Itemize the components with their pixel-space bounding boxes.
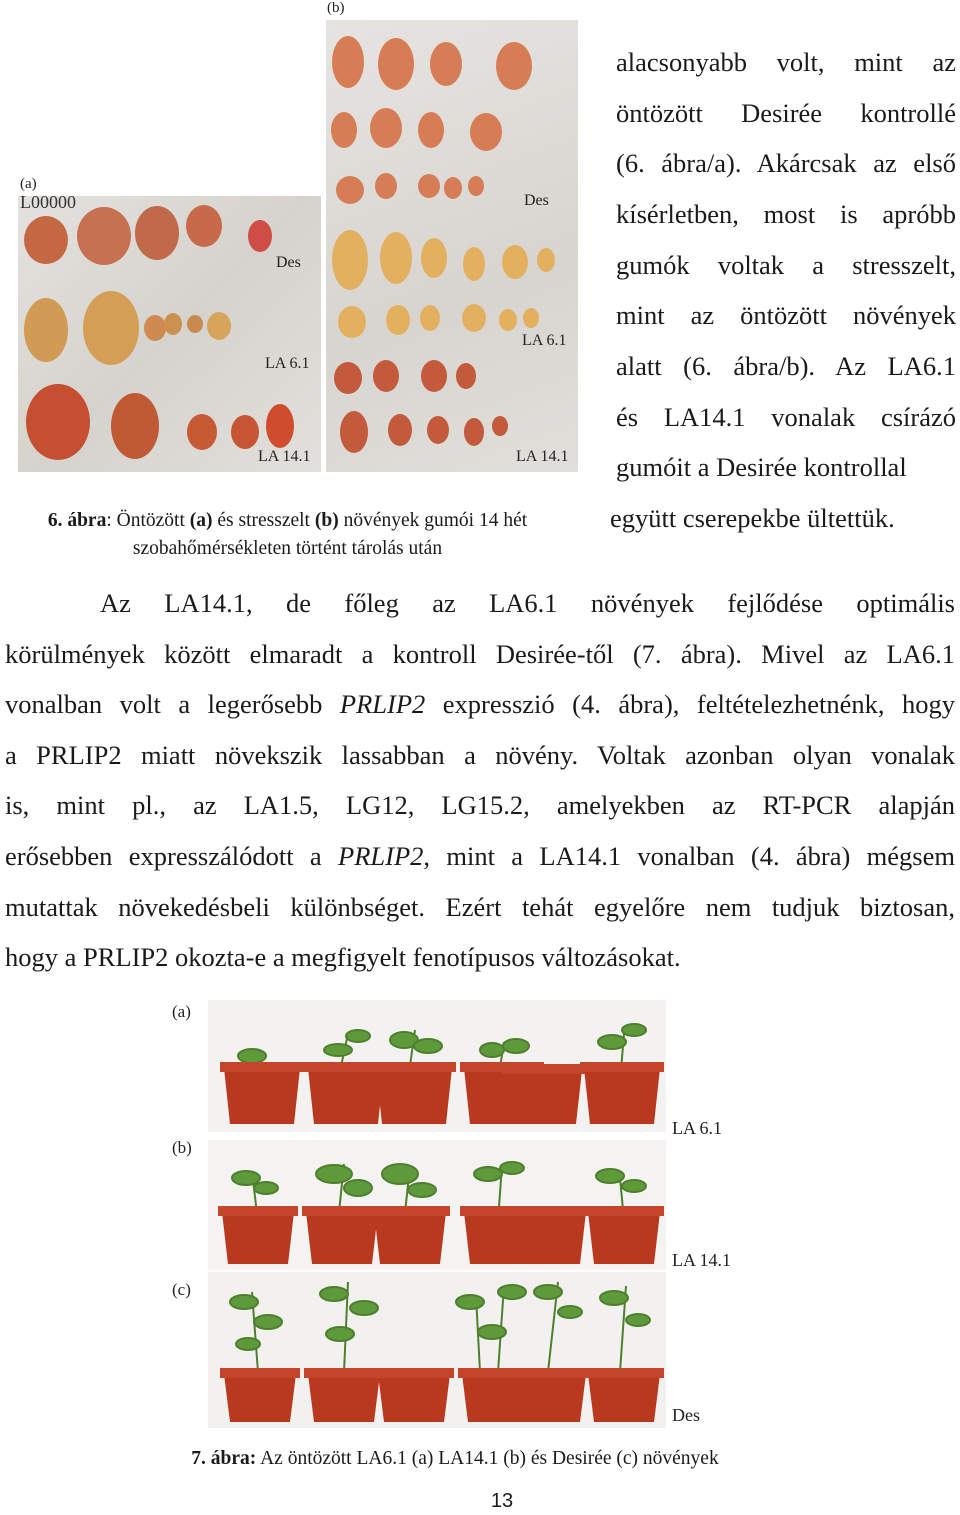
right-line: mint az öntözött növények bbox=[616, 300, 956, 330]
fig7-caption-number: 7. ábra: bbox=[191, 1448, 257, 1469]
fig7-row-label-la61: LA 6.1 bbox=[672, 1118, 723, 1138]
fig6-tag: L00000 bbox=[20, 196, 76, 212]
fig6-panel-a-label: (a) bbox=[20, 176, 37, 192]
paragraph-line: mutattak növekedésbeli különbséget. Ezért tehát egyelőre nem tudjuk biztosan, bbox=[5, 892, 955, 922]
fig7-panel-c-label: (c) bbox=[172, 1280, 191, 1299]
fig6-b-label-des: Des bbox=[524, 192, 549, 209]
fig6-a-label-la141: LA 14.1 bbox=[258, 448, 311, 465]
fig7-photo-c bbox=[208, 1272, 666, 1428]
paragraph-text: expresszió (4. ábra), feltételezhetnénk, hogy bbox=[425, 689, 955, 719]
fig6-b-label-la61: LA 6.1 bbox=[522, 332, 567, 349]
fig7-caption-text: Az öntözött LA6.1 (a) LA14.1 (b) és Desirée (c) növények bbox=[256, 1448, 719, 1469]
right-line: öntözött Desirée kontrollé bbox=[616, 98, 956, 128]
paragraph-gene-name: PRLIP2 bbox=[338, 841, 424, 871]
page-number: 13 bbox=[490, 1490, 514, 1512]
fig6-caption-t2: és stresszelt bbox=[212, 510, 315, 531]
potato-tubers-illustration-b bbox=[326, 20, 578, 472]
plant-pots-illustration-c bbox=[208, 1272, 666, 1428]
fig7-caption bbox=[0, 1446, 910, 1471]
fig6-caption-b: (b) bbox=[314, 510, 339, 531]
fig7-photo-b bbox=[208, 1140, 666, 1270]
fig6-caption-t3: növények gumói 14 hét bbox=[338, 510, 528, 531]
paragraph-line bbox=[5, 689, 955, 719]
fig6-panel-b-label: (b) bbox=[327, 0, 345, 16]
fig7-row-label-des: Des bbox=[672, 1405, 700, 1425]
fig6-caption-number: 6. ábra bbox=[47, 510, 107, 531]
paragraph-text: vonalban volt a legerősebb bbox=[5, 689, 340, 719]
fig7-photo-a bbox=[208, 1000, 666, 1132]
fig6-caption-a: (a) bbox=[189, 510, 213, 531]
right-line: gumóit a Desirée kontrollal bbox=[616, 452, 907, 482]
right-line: és LA14.1 vonalak csírázó bbox=[616, 402, 956, 432]
fig6-b-label-la141: LA 14.1 bbox=[516, 448, 569, 465]
right-line: együtt cserepekbe ültettük. bbox=[610, 503, 895, 533]
right-line: alacsonyabb volt, mint az bbox=[616, 47, 956, 77]
fig6-photo-a bbox=[18, 196, 321, 472]
paragraph-line: Az LA14.1, de főleg az LA6.1 növények fejlődése optimális bbox=[100, 588, 955, 618]
paragraph-gene-name: PRLIP2 bbox=[339, 689, 426, 719]
fig7-panel-a-label: (a) bbox=[172, 1002, 191, 1021]
fig6-a-label-des: Des bbox=[276, 254, 301, 271]
fig6-caption-line2: szobahőmérsékleten történt tárolás után bbox=[132, 538, 443, 559]
right-line: alatt (6. ábra/b). Az LA6.1 bbox=[616, 351, 956, 381]
paragraph-line: a PRLIP2 miatt növekszik lassabban a növény. Voltak azonban olyan vonalak bbox=[5, 740, 955, 770]
potato-tubers-illustration bbox=[18, 196, 321, 472]
paragraph-line: is, mint pl., az LA1.5, LG12, LG15.2, amelyekben az RT-PCR alapján bbox=[5, 790, 955, 820]
fig7-row-label-la141: LA 14.1 bbox=[672, 1250, 732, 1270]
fig6-photo-b bbox=[326, 20, 578, 472]
right-line: kísérletben, most is apróbb bbox=[616, 199, 956, 229]
paragraph-line: körülmények között elmaradt a kontroll Desirée-től (7. ábra). Mivel az LA6.1 bbox=[5, 639, 955, 669]
right-line: gumók voltak a stresszelt, bbox=[616, 250, 956, 280]
paragraph-text: erősebben expresszálódott a bbox=[5, 841, 339, 871]
paragraph-text: , mint a LA14.1 vonalban (4. ábra) mégsem bbox=[423, 841, 955, 871]
fig6-caption-t1: : Öntözött bbox=[106, 510, 190, 531]
fig6-a-label-la61: LA 6.1 bbox=[265, 355, 310, 372]
paragraph-line bbox=[5, 841, 955, 871]
right-line: (6. ábra/a). Akárcsak az első bbox=[616, 148, 956, 178]
plant-pots-illustration bbox=[208, 1000, 666, 1132]
fig7-panel-b-label: (b) bbox=[172, 1138, 192, 1157]
paragraph-line: hogy a PRLIP2 okozta-e a megfigyelt fenotípusos változásokat. bbox=[5, 942, 681, 972]
plant-pots-illustration-b bbox=[208, 1140, 666, 1270]
fig6-caption bbox=[0, 508, 575, 533]
